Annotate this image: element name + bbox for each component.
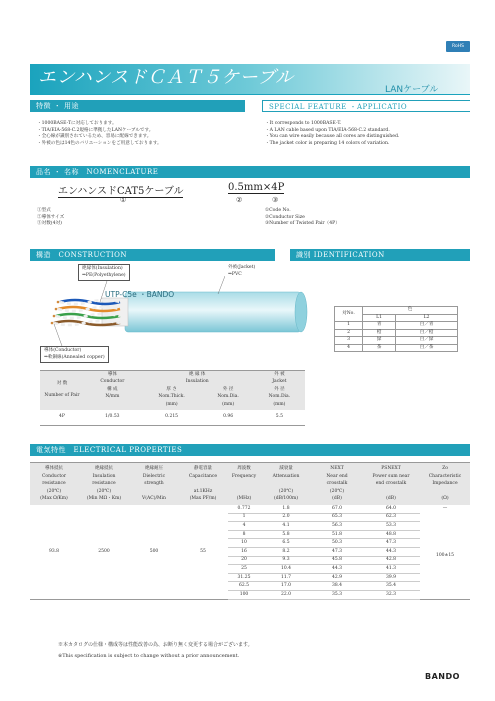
- ct-header-pairs: [40, 371, 84, 410]
- electrical-table: [30, 462, 470, 600]
- ct-h-cond-en: Conductor: [100, 378, 125, 384]
- id-header-no: 対No.: [335, 307, 363, 322]
- insulation-callout: [78, 264, 130, 281]
- id-header-l1: L1: [363, 314, 396, 322]
- nomenclature-jp-3: ③対数(4対): [37, 221, 62, 227]
- et-header-line: 絶縁抵抗: [95, 466, 113, 471]
- et-header-line: [420, 488, 470, 496]
- et-header-7: [362, 463, 420, 505]
- et-header-line: [362, 488, 420, 496]
- et-cell: 32.3: [362, 590, 420, 599]
- et-header-line: NEXT: [330, 466, 344, 471]
- jacket-callout: [225, 264, 258, 279]
- et-header-0: [30, 463, 78, 505]
- ct-cell-pairs: 4P: [59, 414, 65, 419]
- feature-en-1: ・It corresponds to 1000BASE-T.: [265, 121, 342, 126]
- et-header-line: [178, 480, 228, 488]
- identification-table: [334, 306, 458, 352]
- nomenclature-jp-1: ①型式: [37, 208, 51, 213]
- et-cell: 44.3: [362, 547, 420, 556]
- et-cell: 4.1: [260, 522, 312, 531]
- nomenclature-list-jp: [37, 208, 64, 228]
- note-en: ※This specification is subject to change without a prior announcement.: [58, 653, 240, 659]
- et-header-line: (MHz): [236, 496, 252, 501]
- ct-unit-jk-dia: (mm): [273, 402, 286, 407]
- table-row: [335, 344, 458, 352]
- et-cell: 39.9: [362, 573, 420, 582]
- et-header-line: (20℃): [46, 488, 62, 494]
- et-cell: 47.3: [312, 547, 362, 556]
- page-subtitle: LANケーブル: [385, 85, 439, 95]
- et-cell: 1: [228, 513, 260, 522]
- nomenclature-en-1: ①Code No.: [265, 208, 291, 213]
- conductor-material: ⇒軟銅線(Annealed copper): [44, 354, 105, 360]
- feature-en-3: ・You can wire easily because all cores are distinguished.: [265, 134, 400, 140]
- table-row: [335, 322, 458, 330]
- et-header-line: [228, 480, 260, 488]
- et-header-line: (Min MΩ・Km): [86, 496, 122, 501]
- et-header-line: strength: [144, 481, 164, 486]
- et-cell: 62.3: [362, 513, 420, 522]
- identification-heading: 識別 IDENTIFICATION: [290, 249, 470, 261]
- et-cell: 11.7: [260, 573, 312, 582]
- nomenclature-jp-2: ②導体サイズ: [37, 214, 65, 220]
- et-cell: 8.2: [260, 547, 312, 556]
- et-header-line: Impedance: [432, 481, 458, 486]
- id-cell: 3: [335, 337, 363, 345]
- table-row: [335, 329, 458, 337]
- et-cell: 35.4: [362, 582, 420, 591]
- ct-header-conductor: [84, 371, 141, 387]
- et-cell: 67.0: [312, 505, 362, 514]
- jacket-material: ⇒PVC: [228, 271, 242, 277]
- id-cell: 緑: [363, 337, 396, 345]
- et-header-line: resistance: [92, 481, 116, 486]
- bando-logo: BANDO: [425, 672, 460, 681]
- et-cell: 4: [228, 522, 260, 531]
- et-cell-impedance-dash: —: [442, 505, 448, 511]
- id-cell: 白／青: [396, 322, 458, 330]
- et-cell-resistance: 93.8: [48, 548, 60, 554]
- et-header-line: (Ω): [441, 496, 449, 501]
- rohs-badge: RoHS: [446, 41, 470, 52]
- et-cell: 47.3: [362, 539, 420, 548]
- table-row: [30, 505, 470, 514]
- ct-cell-jk-dia: 5.5: [275, 414, 283, 419]
- feature-jp-4: ・外被の色は14色のバリエーションをご用意しております。: [37, 140, 162, 146]
- nomenclature-list-en: [265, 208, 340, 228]
- marker-1: ①: [120, 196, 127, 204]
- et-cell: 53.3: [362, 522, 420, 531]
- et-cell: 48.8: [362, 530, 420, 539]
- ct-unit-ins-dia: (mm): [222, 402, 235, 407]
- et-header-line: (Max PF/m): [189, 496, 217, 501]
- id-cell: 4: [335, 344, 363, 352]
- et-cell: 56.3: [312, 522, 362, 531]
- jacket-label: 外被(Jacket): [228, 265, 256, 270]
- et-header-line: Capacitance: [188, 473, 218, 479]
- et-header-line: 絶縁耐圧: [145, 466, 163, 471]
- cable-end: [295, 292, 307, 332]
- id-cell: 白／橙: [396, 329, 458, 337]
- et-header-line: V(AC)/Min: [142, 496, 166, 501]
- et-cell: 16: [228, 547, 260, 556]
- et-header-line: (Max Ω/Km): [40, 496, 68, 501]
- et-cell: 8: [228, 530, 260, 539]
- et-header-5: [260, 463, 312, 505]
- ct-cell-conductor: 1/0.53: [105, 414, 120, 419]
- et-cell: 51.8: [312, 530, 362, 539]
- ct-h-jk-sub-en: Nom.Dia.: [268, 393, 291, 399]
- conductor-leader-line: [54, 324, 62, 346]
- ct-h-ins1-jp: 厚 さ: [166, 387, 177, 392]
- et-header-4: [228, 463, 260, 505]
- et-header-line: crosstalk: [326, 481, 348, 486]
- ct-header-jacket: [254, 371, 305, 387]
- id-header-l2: L2: [396, 314, 458, 322]
- features-list-jp: [37, 121, 162, 147]
- conductor-callout: [40, 346, 109, 363]
- et-cell: 6.5: [260, 539, 312, 548]
- title-underline: [30, 94, 470, 95]
- et-cell: 9.3: [260, 556, 312, 565]
- id-cell: 1: [335, 322, 363, 330]
- et-cell: 22.0: [260, 590, 312, 599]
- ct-header-jk-dia: [254, 386, 305, 401]
- et-header-line: (dB): [386, 496, 396, 501]
- ct-header-cond-sub: [84, 386, 141, 410]
- et-cell: 10.4: [260, 565, 312, 574]
- id-cell: 白／茶: [396, 344, 458, 352]
- et-cell-dielectric: 500: [149, 548, 159, 554]
- et-header-line: Zo: [442, 466, 448, 471]
- et-header-line: [260, 480, 312, 488]
- page-title: エンハンスドＣＡＴ５ケーブル: [38, 67, 294, 88]
- et-cell: 17.0: [260, 582, 312, 591]
- et-cell: 45.8: [312, 556, 362, 565]
- et-header-line: (20℃): [96, 488, 112, 494]
- et-cell: 10: [228, 539, 260, 548]
- et-cell-impedance: 100±15: [435, 552, 455, 558]
- feature-en-2: ・A LAN cable based upon TIA/EIA-568-C.2 standard.: [265, 127, 390, 133]
- et-cell: 100: [228, 590, 260, 599]
- id-cell: 2: [335, 329, 363, 337]
- electrical-heading: 電気特性 ELECTRICAL PROPERTIES: [30, 444, 470, 456]
- et-header-line: PSNEXT: [381, 466, 401, 471]
- et-header-line: Insulation: [92, 473, 116, 479]
- et-header-line: 周波数: [237, 466, 251, 471]
- nomenclature-en-3: ③Number of Twisted Pair（4P）: [265, 221, 340, 227]
- et-cell: 38.4: [312, 582, 362, 591]
- id-cell: 茶: [363, 344, 396, 352]
- product-size-text: 0.5mm×4P: [228, 182, 285, 193]
- jacket-leader-line: [218, 276, 225, 294]
- ct-unit-thickness: (mm): [165, 402, 178, 407]
- cable-print-text: UTP-C5e ・BANDO: [105, 290, 175, 299]
- ct-h-jk-jp: 外 被: [274, 372, 285, 377]
- et-header-line: at.1KHz: [193, 488, 213, 494]
- ct-h-jk-en: Jacket: [272, 378, 287, 384]
- ct-cell-thickness: 0.215: [165, 414, 179, 419]
- et-cell-capacitance: 55: [200, 548, 206, 554]
- et-cell: 2.0: [260, 513, 312, 522]
- et-cell: 42.9: [312, 573, 362, 582]
- feature-jp-3: ・全心線が識別されているため、容易に配線できます。: [37, 134, 152, 140]
- nomenclature-heading: 品名 ・ 名称 NOMENCLATURE: [30, 166, 470, 178]
- et-header-line: 減衰量: [279, 466, 293, 471]
- nomenclature-en-2: ②Conductor Size: [265, 214, 305, 220]
- ct-h-cond-sub-en: N/mm: [105, 393, 120, 399]
- et-cell: 35.3: [312, 590, 362, 599]
- et-cell: 5.8: [260, 530, 312, 539]
- ct-header-thickness: [141, 386, 203, 401]
- et-header-line: Characteristic: [428, 473, 462, 479]
- ct-header-pairs-jp: 対 数: [56, 380, 68, 386]
- et-cell: 42.8: [362, 556, 420, 565]
- construction-heading: 構造 CONSTRUCTION: [30, 249, 275, 261]
- et-header-line: (dB): [332, 496, 342, 501]
- et-cell-insulation: 2500: [98, 548, 110, 554]
- id-cell: 白／緑: [396, 337, 458, 345]
- ct-h-ins-jp: 絶 縁 体: [189, 372, 206, 377]
- et-cell: 25: [228, 565, 260, 574]
- id-cell: 橙: [363, 329, 396, 337]
- feature-jp-1: ・1000BASE-Tに対応しております。: [37, 121, 117, 126]
- et-cell: 41.3: [362, 565, 420, 574]
- et-cell: 1.8: [260, 505, 312, 514]
- ct-h-cond-sub-jp: 構 成: [107, 387, 118, 392]
- insulation-material: ⇒PE(Polyethylene): [82, 272, 126, 278]
- et-header-line: Frequency: [231, 473, 257, 479]
- et-header-line: 静電容量: [194, 466, 212, 471]
- et-header-line: 導体抵抗: [45, 466, 63, 471]
- ct-header-insulation: [141, 371, 254, 387]
- ct-h-cond-jp: 導体: [107, 372, 117, 377]
- table-row: [40, 410, 305, 426]
- et-header-line: Attenuation: [272, 473, 300, 479]
- et-header-row: [30, 463, 470, 505]
- insulation-label: 絶縁体(Insulation): [82, 266, 123, 271]
- et-header-line: [228, 488, 260, 496]
- ct-h-ins1-en: Nom.Thick.: [158, 393, 185, 399]
- construction-table: [40, 370, 305, 426]
- et-header-line: (20℃): [278, 488, 294, 494]
- et-header-line: (dB/100m): [273, 496, 299, 501]
- ct-header-pairs-en: Number of Pair: [44, 393, 80, 399]
- conductor-label: 導体(Conductor): [44, 348, 82, 353]
- et-cell: 20: [228, 556, 260, 565]
- et-header-line: Near end: [326, 473, 348, 479]
- et-header-line: Dielectric: [142, 473, 166, 479]
- ct-h-ins2-jp: 外 径: [222, 387, 234, 392]
- features-list-en: [265, 121, 399, 147]
- et-cell: 31.25: [228, 573, 260, 582]
- et-cell: 62.5: [228, 582, 260, 591]
- et-header-3: [178, 463, 228, 505]
- id-cell: 青: [363, 322, 396, 330]
- marker-2: ②: [236, 196, 243, 204]
- ct-h-jk-sub-jp: 外 径: [274, 387, 285, 392]
- et-header-2: [130, 463, 178, 505]
- et-cell: 64.0: [362, 505, 420, 514]
- ct-header-ins-dia: [203, 386, 254, 401]
- product-size: [228, 182, 284, 193]
- et-header-line: resistance: [42, 481, 66, 486]
- marker-3: ③: [272, 196, 279, 204]
- et-header-1: [78, 463, 130, 505]
- et-header-line: end crosstalk: [375, 481, 407, 486]
- ct-h-ins2-en: Nom.Dia.: [217, 393, 239, 399]
- et-cell: 0.772: [228, 505, 260, 514]
- et-cell: 44.3: [312, 565, 362, 574]
- product-model: [58, 182, 218, 197]
- features-heading-en: SPECIAL FEATURE ・APPLICATIO: [262, 100, 470, 112]
- et-header-line: [130, 488, 178, 496]
- note-jp: ※本カタログの仕様・構成等は性能改善の為、お断り無く変更する場合がございます。: [58, 642, 253, 648]
- features-heading-jp: 特徴 ・ 用途: [30, 100, 245, 112]
- product-model-text: エンハンスドCAT5ケーブル: [58, 186, 184, 197]
- feature-en-4: ・The jacket color is preparing 14 colors of variation.: [265, 140, 390, 146]
- feature-jp-2: ・TIA/EIA-568-C.2規格に準拠したLANケーブルです。: [37, 127, 154, 133]
- ct-cell-ins-dia: 0.96: [223, 414, 234, 419]
- et-header-line: (20℃): [329, 488, 345, 494]
- et-header-8: [420, 463, 470, 505]
- ct-h-ins-en: Insulation: [185, 378, 209, 384]
- et-header-6: [312, 463, 362, 505]
- id-header-color: 色: [363, 307, 458, 315]
- et-header-line: Power sum near: [372, 473, 410, 479]
- et-header-line: Conductor: [41, 473, 67, 479]
- et-cell: 65.3: [312, 513, 362, 522]
- et-cell: 50.3: [312, 539, 362, 548]
- table-row: [335, 337, 458, 345]
